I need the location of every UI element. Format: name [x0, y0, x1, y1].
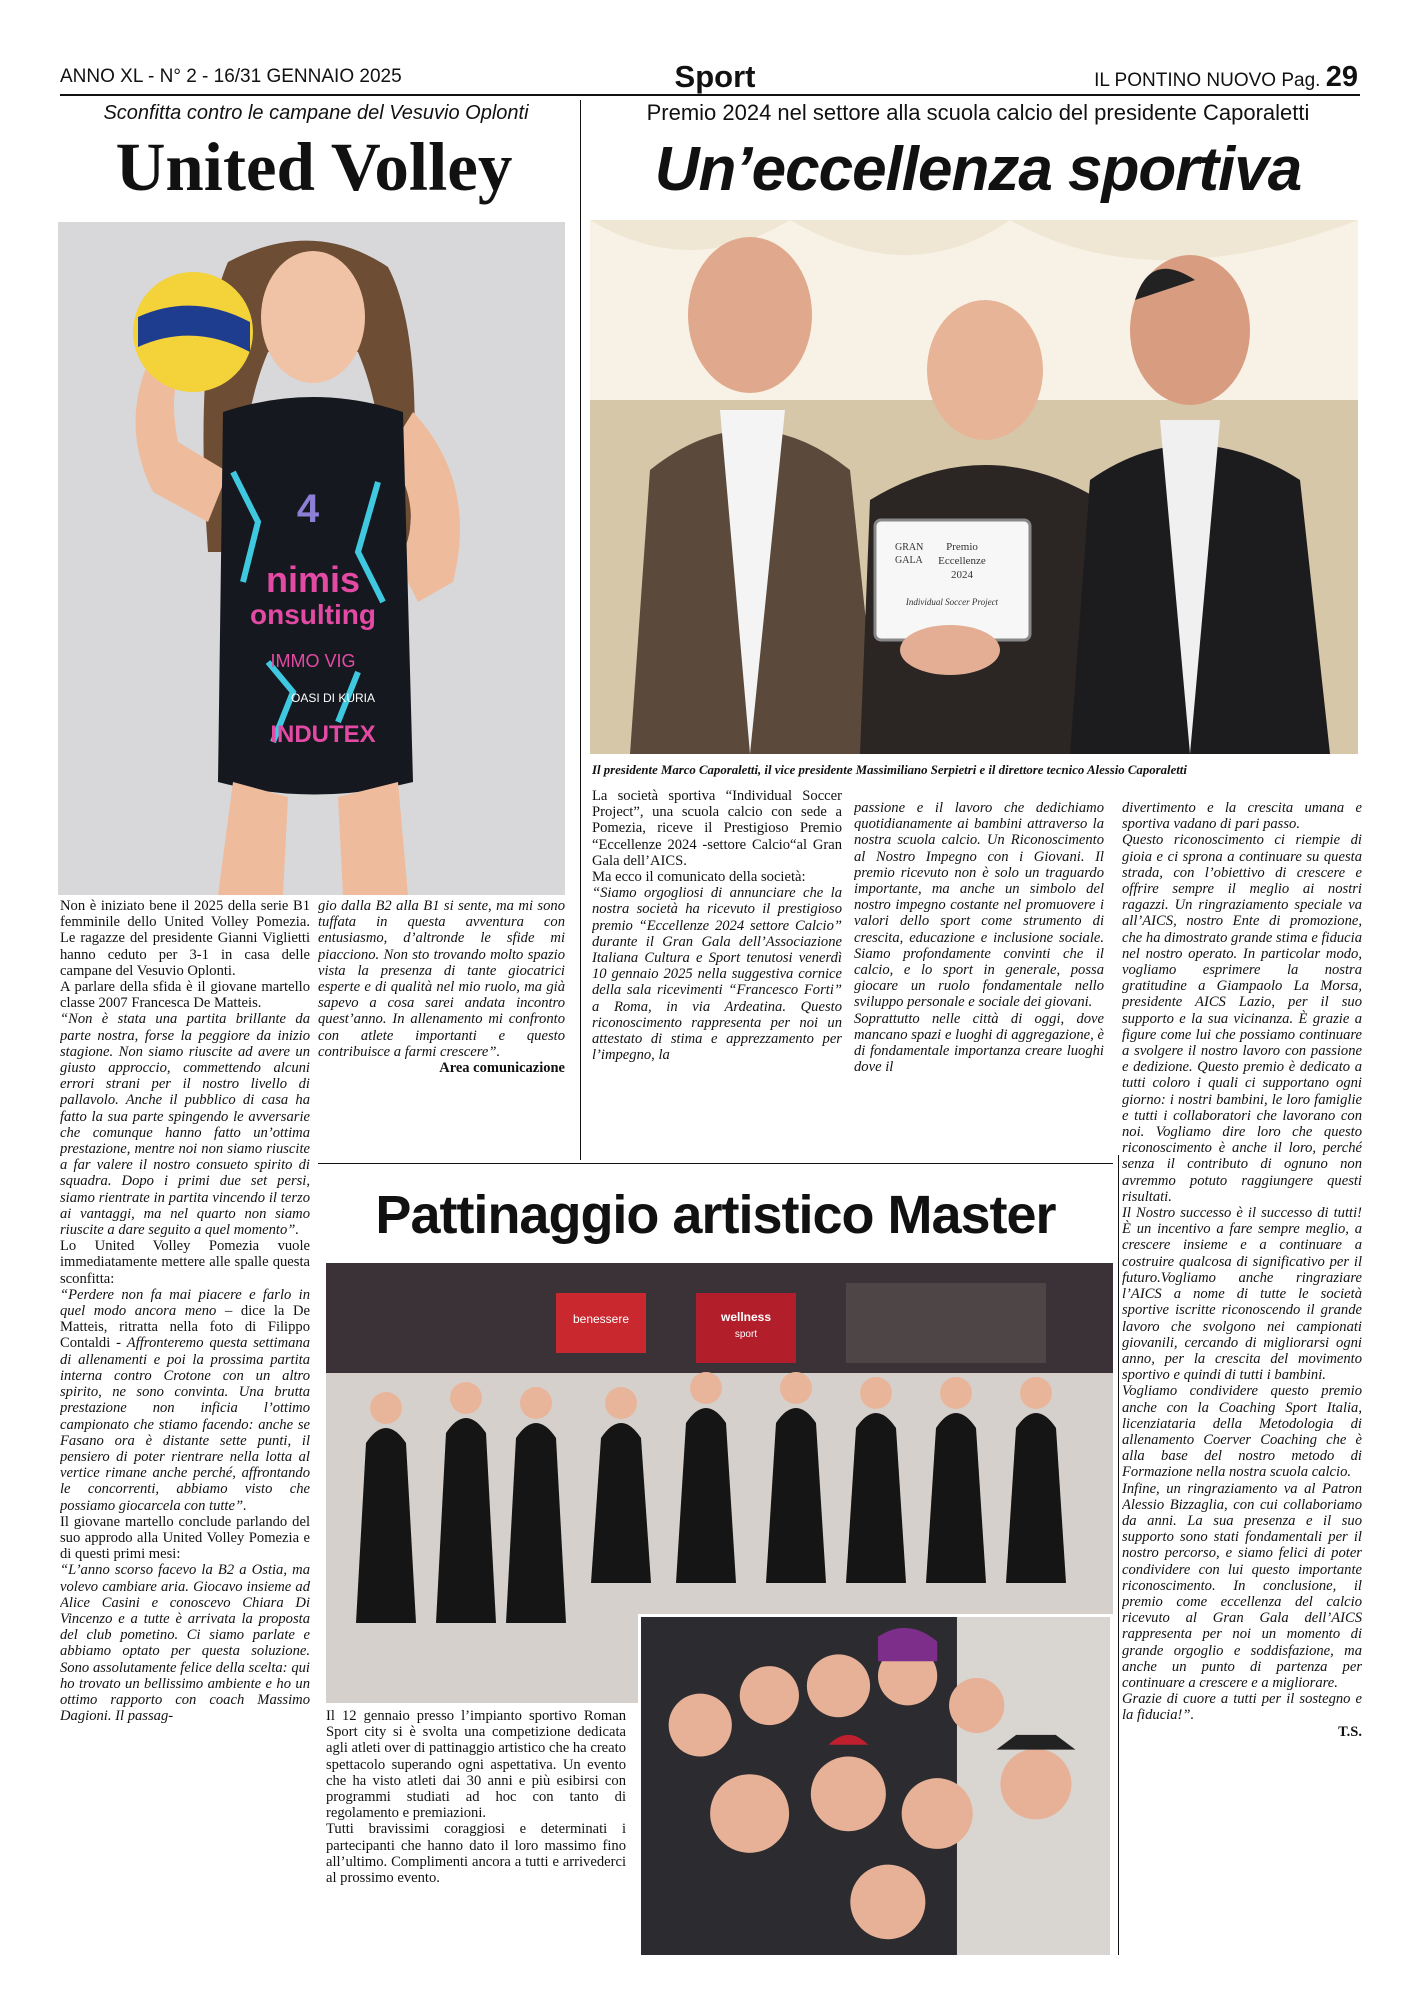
- soccer-photo-caption: Il presidente Marco Caporaletti, il vice presidente Massimiliano Serpietri e il direttore tecnico Alessio Caporaletti: [592, 763, 1187, 777]
- volley-column-2: [318, 898, 565, 1118]
- soccer-quote-9: Grazie di cuore a tutti per il sostegno e la fiducia!”.: [1122, 1691, 1362, 1724]
- jersey-sponsor-1: nimis: [265, 559, 361, 600]
- soccer-title: Un’eccellenza sportiva: [654, 135, 1302, 204]
- volley-title: United Volley: [115, 129, 513, 205]
- volley-quote-2a: “Perdere non fa mai piacere e farlo in quel modo ancora meno: [60, 1286, 310, 1320]
- skating-para-2: Tutti bravissimi coraggiosi e determinati i partecipanti che hanno dato il loro massimo fino all’ultimo. Complimenti ancora a tutti e arrivederci al prossimo evento.: [326, 1821, 626, 1887]
- jersey-sponsor-3: IMMO VIG: [270, 651, 356, 671]
- soccer-quote-3: Soprattutto nelle città di oggi, dove mancano spazi e luoghi di aggregazione, è di fondamentale importanza creare luoghi dove il: [854, 1010, 1104, 1076]
- volley-quote-3: “L’anno scorso facevo la B2 a Ostia, ma volevo cambiare aria. Giocavo insieme ad Alice Casini e conoscevo Chiara Di Vincenzo e a tutte è arrivata la proposta del club pometino. Ci siamo parlate e abbiamo optato per questa soluzione. Sono assolutamente felice della scelta: qui ho trovato un bellissimo ambiente e ho un ottimo rapporto con coach Massimo Dagioni. Il passag-: [60, 1562, 310, 1725]
- skating-box-top: [318, 1163, 1113, 1164]
- masthead-rule: [60, 94, 1360, 96]
- skating-selfie-photo: [638, 1614, 1113, 1958]
- soccer-award-photo: [590, 220, 1358, 754]
- sign-benessere: benessere: [572, 1312, 630, 1326]
- volley-para-4: Il giovane martello conclude parlando del suo approdo alla United Volley Pomezia e di questi primi mesi:: [60, 1513, 310, 1563]
- volley-para-3: Lo United Volley Pomezia vuole immediatamente mettere alle spalle questa sconfitta:: [60, 1238, 310, 1287]
- column-rule-top: [580, 100, 581, 1160]
- skating-para-1: Il 12 gennaio presso l’impianto sportivo Roman Sport city si è svolta una competizione dedicata agli atleti over di pattinaggio artistico che ha creato spettacolo superando ogni aspettativa. Un evento che ha visto atleti dai 30 anni e più esibirsi con programmi studiati ad hoc con tanto di regolamento e premiazioni.: [326, 1708, 626, 1822]
- skating-title: Pattinaggio artistico Master: [375, 1185, 1056, 1245]
- plaque-recipient: Individual Soccer Project: [905, 597, 999, 607]
- soccer-quote-4: divertimento e la crescita umana e sportiva vadano di pari passo.: [1122, 800, 1362, 833]
- jersey-sponsor-4: OASI DI KURIA: [290, 691, 376, 705]
- soccer-quote-6: Il Nostro successo è il successo di tutti! È un incentivo a fare sempre meglio, a crescere insieme e a continuare a costruire qualcosa di significativo per il futuro.Vogliamo anche ringraziare l’AICS a nome di tutte le società sportive iscritte riconoscendo il grande lavoro che svolgono nei campionati giovanili, cercando di migliorarsi ogni anno, per la crescita del movimento sportivo e quindi di tutti i bambini.: [1122, 1205, 1362, 1384]
- volley-signature: Area comunicazione: [439, 1060, 565, 1077]
- page-info: [1094, 58, 1358, 96]
- volley-quote-1: “Non è stata una partita brillante da parte nostra, forse la peggiore da inizio stagione. Non siamo riuscite ad avere un giusto approccio, commettendo alcuni errori strani per il nostro livello di pallavolo. Anche il pubblico di casa ha fatto la sua parte spingendo le avversarie che comunque hanno fatto un’ottima prestazione, mentre noi non siamo riuscite a far valere il nostro consueto spirito di squadra. Dopo i primi due set persi, siamo rientrate in partita vincendo il terzo ai vantaggi, ma nel quarto non siamo riuscite a dare seguito a quel momento”.: [60, 1011, 310, 1239]
- soccer-para-1: La società sportiva “Individual Soccer Project”, una scuola calcio con sede a Pomezia, riceve il Prestigioso Premio “Eccellenze 2024 -settore Calcio“al Gran Gala dell’AICS.: [592, 788, 842, 869]
- jersey-sponsor-5: INDUTEX: [270, 721, 376, 748]
- soccer-para-2: Ma ecco il comunicato della società:: [592, 869, 806, 886]
- plaque-year: 2024: [951, 569, 973, 581]
- soccer-kicker: Premio 2024 nel settore alla scuola calcio del presidente Caporaletti: [646, 100, 1310, 125]
- volley-para-2: A parlare della sfida è il giovane martello classe 2007 Francesca De Matteis.: [60, 979, 310, 1012]
- soccer-column-3: [1122, 800, 1362, 1920]
- column-rule-right: [1118, 1155, 1119, 1955]
- volley-quote-4: gio dalla B2 alla B1 si sente, ma mi sono tuffata in questa avventura con entusiasmo, d’altronde le sfide mi piacciono. Non sto trovando molto spazio vista la presenza di tante giocatrici esperte e di qualità nel mio ruolo, ma già sapevo a cosa sarei andata incontro quest’anno. In allenamento mi confronto con atlete importanti e questo contribuisce a farmi crescere”.: [318, 898, 565, 1060]
- pag-label: Pag.: [1281, 70, 1321, 91]
- volley-para-1: Non è iniziato bene il 2025 della serie B1 femminile dello United Volley Pomezia. Le ragazze del presidente Gianni Viglietti hanno ceduto per 3-1 in casa delle campane del Vesuvio Oplonti.: [60, 898, 310, 979]
- skating-column: [326, 1708, 626, 1958]
- jersey-sponsor-2: onsulting: [250, 599, 376, 630]
- plaque-premio: Premio: [946, 541, 978, 553]
- sign-sport: sport: [734, 1329, 758, 1340]
- jersey-number: 4: [296, 487, 320, 531]
- volley-quote-2b: – dice la De Matteis, ritratta nella foto di Filippo Contaldi -: [60, 1303, 310, 1352]
- sign-wellness: wellness: [720, 1310, 772, 1324]
- volley-kicker: Sconfitta contro le campane del Vesuvio Oplonti: [103, 102, 529, 124]
- issue-info: ANNO XL - N° 2 - 16/31 GENNAIO 2025: [60, 66, 402, 87]
- plaque-eccellenze: Eccellenze: [938, 555, 986, 567]
- soccer-signature: T.S.: [1338, 1723, 1362, 1740]
- volley-quote-2c: Affronteremo questa settimana di allenamenti e poi la prossima partita interna contro Crotone con un altro spirito, ne sono convinta. Una brutta prestazione non inficia l’ottimo campionato che stiamo facendo: anche se Fasano ora è distante sette punti, il pensiero di poter rientrare nella lotta al vertice rimane anche perché, affrontando le concorrenti, abbiamo visto che possiamo giocarcela con tutte”.: [60, 1335, 310, 1514]
- soccer-quote-5: Questo riconoscimento ci riempie di gioia e ci sprona a continuare su questa strada, con l’obiettivo di crescere e offrire sempre il meglio ai nostri ragazzi. Un ringraziamento speciale va all’AICS, nostro Ente di promozione, che ha dimostrato grande stima e fiducia nel nostro operato. In particolar modo, vogliamo esprimere la nostra gratitudine a Giampaolo La Morsa, presidente AICS Lazio, per il suo supporto e la sua vicinanza. È grazie a figure come lui che possiamo continuare a svolgere il nostro lavoro con passione e dedizione. Questo premio è dedicato a tutti coloro i quali ci supportano ogni giorno: i nostri bambini, le loro famiglie e tutti i collaboratori che lavorano con noi. Vogliamo dire loro che questo riconoscimento è anche il loro, perché senza il contributo di ognuno non avremmo potuto raggiungere questi risultati.: [1122, 832, 1362, 1205]
- soccer-quote-2: passione e il lavoro che dedichiamo quotidianamente ai bambini attraverso la nostra scuola calcio. Un Riconoscimento al Nostro Impegno con i Giovani. Il premio ricevuto non è solo un traguardo importante, ma anche un simbolo del nostro impegno costante nel promuovere i valori dello sport come strumento di crescita, educazione e inclusione sociale. Siamo profondamente convinti che il calcio, e lo sport in generale, possa giocare un ruolo fondamentale nello sviluppo personale e sociale dei giovani.: [854, 800, 1104, 1011]
- volley-column-1: [60, 898, 310, 1956]
- soccer-column-2: [854, 800, 1104, 1150]
- soccer-quote-7: Vogliamo condividere questo premio anche con la Coaching Sport Italia, licenziataria della Metodologia di allenamento Coerver Coaching che è alla base del nostro metodo di Formazione nella nostra scuola calcio.: [1122, 1383, 1362, 1481]
- plaque-gala: GALA: [895, 555, 923, 566]
- volley-player-photo: [58, 222, 565, 895]
- section-title: Sport: [674, 59, 756, 94]
- soccer-quote-8: Infine, un ringraziamento va al Patron Alessio Bizzaglia, con cui collaboriamo da anni. La sua presenza e il suo supporto sono stati fondamentali per il nostro percorso, e siamo felici di poter condividere con lui questo importante riconoscimento. In conclusione, il premio come eccellenza del calcio ricevuto al Gran Gala dell’AICS rappresenta per noi un momento di grande orgoglio e soddisfazione, ma anche un punto di partenza per continuare a crescere e a migliorare.: [1122, 1480, 1362, 1691]
- plaque-gran: GRAN: [895, 542, 924, 553]
- paper-name: IL PONTINO NUOVO: [1094, 70, 1277, 91]
- soccer-quote-1: “Siamo orgogliosi di annunciare che la nostra società ha ricevuto il prestigioso premio “Eccellenze 2024 settore Calcio” durante il Gran Gala dell’Associazione Italiana Cultura e Sport tenutosi venerdì 10 gennaio 2025 nella suggestiva cornice della sala ricevimenti “Francesco Forti” a Roma, in via Ardeatina. Questo riconoscimento rappresenta per noi un attestato di stima e apprezzamento per l’impegno, la: [592, 885, 842, 1064]
- soccer-column-1: [592, 788, 842, 1148]
- page-number: 29: [1325, 61, 1358, 93]
